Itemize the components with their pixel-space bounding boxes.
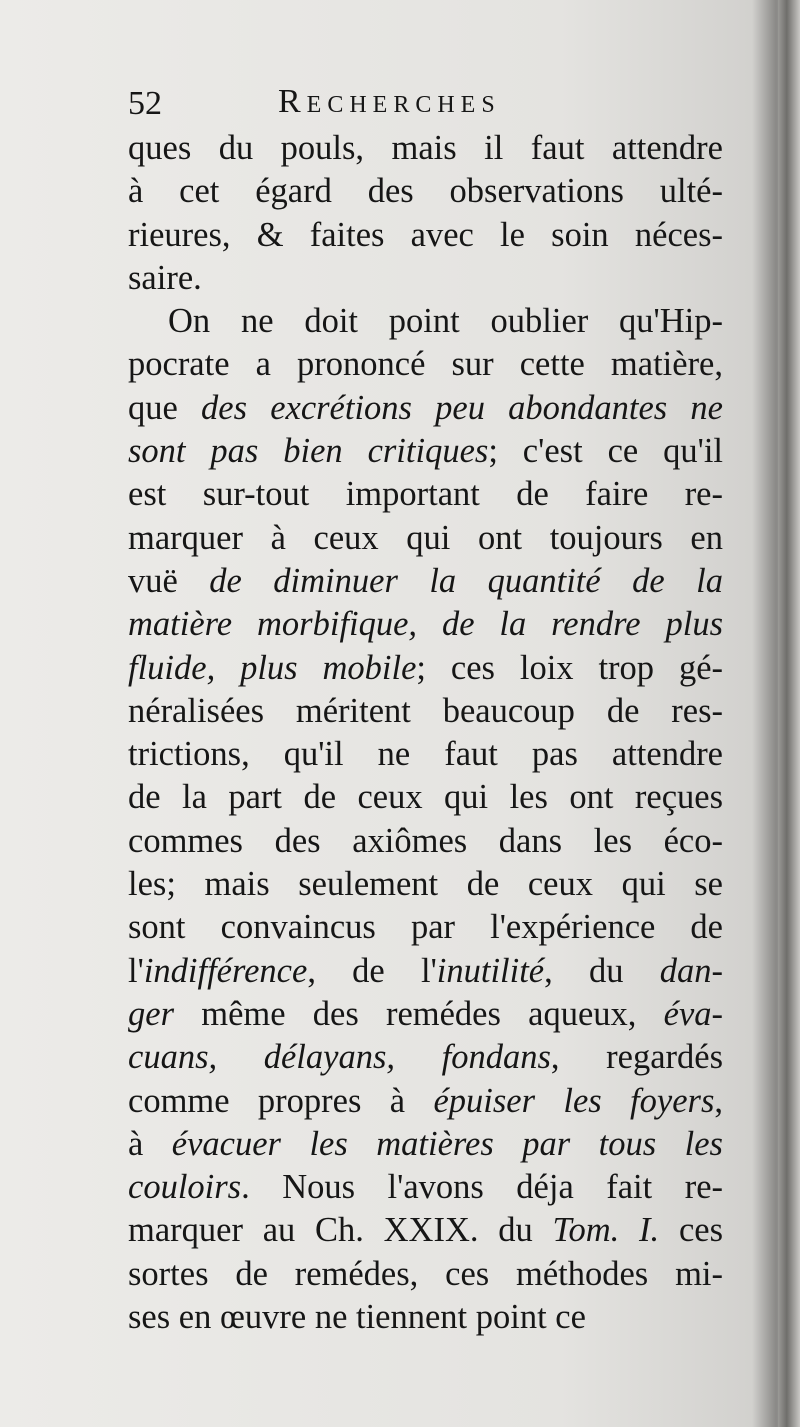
text-line: [128, 387, 723, 430]
italic-text-run: éva-: [663, 994, 723, 1033]
text-run: rieures, & faites avec le soin néces-: [128, 215, 723, 254]
text-line: [128, 863, 723, 906]
text-run: trictions, qu'il ne faut pas attendre: [128, 735, 723, 774]
text-line: [128, 473, 723, 516]
text-run: ; c'est ce qu'il: [488, 432, 723, 471]
text-run: de la part de ceux qui les ont reçues: [128, 778, 723, 817]
text-run: que: [128, 388, 202, 427]
text-run: , de l': [307, 951, 437, 990]
text-line: [128, 950, 723, 993]
text-line: [128, 993, 723, 1036]
running-head: Recherches: [278, 83, 501, 120]
text-run: vuë: [128, 561, 210, 600]
text-run: même des remédes aqueux,: [174, 994, 664, 1033]
italic-text-run: de diminuer la quantité de la: [209, 561, 723, 600]
italic-text-run: Tom. I.: [552, 1211, 660, 1250]
text-run: sont convaincus par l'expérience de: [128, 908, 723, 947]
text-line: [128, 647, 723, 690]
text-run: pocrate a prononcé sur cette matière,: [128, 345, 723, 384]
text-run: , regardés: [550, 1038, 723, 1077]
italic-text-run: fluide, plus mobile: [128, 648, 417, 687]
text-run: marquer à ceux qui ont toujours en: [128, 518, 723, 557]
italic-text-run: sont pas bien critiques: [128, 432, 489, 471]
text-line: [128, 1296, 723, 1339]
body-text: [128, 127, 723, 1339]
text-line: [128, 776, 723, 819]
text-line: [128, 603, 723, 646]
text-line: [128, 214, 723, 257]
text-run: marquer au Ch. XXIX. du: [128, 1211, 553, 1250]
text-line: [128, 1253, 723, 1296]
page-number: 52: [128, 85, 162, 122]
text-line: [128, 127, 723, 170]
text-run: néralisées méritent beaucoup de res-: [128, 691, 723, 730]
text-run: commes des axiômes dans les éco-: [128, 821, 723, 860]
text-run: ses en œuvre ne tiennent point ce: [128, 1298, 586, 1337]
text-line: [128, 300, 723, 343]
italic-text-run: épuiser les foyers: [433, 1081, 715, 1120]
text-run: à cet égard des observations ulté-: [128, 172, 723, 211]
text-line: [128, 733, 723, 776]
text-run: . Nous l'avons déja fait re-: [241, 1168, 723, 1207]
text-run: comme propres à: [128, 1081, 434, 1120]
text-line: [128, 1036, 723, 1079]
text-line: [128, 820, 723, 863]
text-run: l': [128, 951, 144, 990]
text-line: [128, 343, 723, 386]
text-line: [128, 430, 723, 473]
text-line: [128, 1166, 723, 1209]
italic-text-run: des excrétions peu abondantes ne: [201, 388, 723, 427]
italic-text-run: indifférence: [143, 951, 308, 990]
text-run: à: [128, 1124, 172, 1163]
italic-text-run: ger: [128, 994, 174, 1033]
text-line: [128, 1080, 723, 1123]
text-run: ces: [659, 1211, 723, 1250]
italic-text-run: dan-: [659, 951, 723, 990]
text-run: ques du pouls, mais il faut attendre: [128, 129, 723, 167]
text-line: [128, 1209, 723, 1252]
text-line: [128, 690, 723, 733]
text-run: ,: [714, 1081, 723, 1120]
text-run: sortes de remédes, ces méthodes mi-: [128, 1254, 723, 1293]
text-run: saire.: [128, 258, 202, 297]
italic-text-run: couloirs: [128, 1168, 242, 1207]
text-line: [128, 257, 723, 300]
text-line: [128, 560, 723, 603]
italic-text-run: évacuer les matières par tous les: [171, 1124, 723, 1163]
italic-text-run: cuans, délayans, fondans: [128, 1038, 551, 1077]
text-run: On ne doit point oublier qu'Hip-: [168, 302, 723, 341]
text-line: [128, 1123, 723, 1166]
text-run: est sur-tout important de faire re-: [128, 475, 723, 514]
page-header: [128, 78, 728, 128]
book-spine-edge: [778, 0, 800, 1427]
text-line: [128, 170, 723, 213]
text-run: les; mais seulement de ceux qui se: [128, 865, 723, 904]
text-run: ; ces loix trop gé-: [416, 648, 723, 687]
text-line: [128, 517, 723, 560]
italic-text-run: inutilité: [436, 951, 545, 990]
text-run: , du: [544, 951, 660, 990]
text-line: [128, 906, 723, 949]
italic-text-run: matière morbifique, de la rendre plus: [128, 605, 723, 644]
